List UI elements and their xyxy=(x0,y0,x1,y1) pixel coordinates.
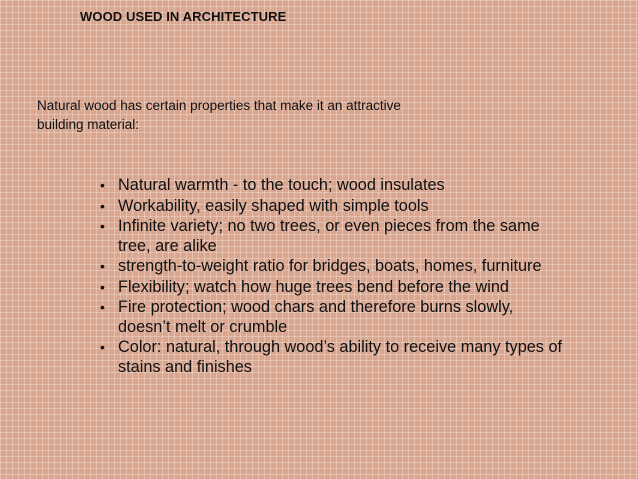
intro-paragraph: Natural wood has certain properties that make it an attractive building material: xyxy=(37,98,401,132)
bullet-icon: • xyxy=(100,278,105,295)
bullet-item xyxy=(100,197,570,217)
bullet-item xyxy=(100,278,570,298)
bullet-text: Color: natural, through wood’s ability to receive many types of stains and finishes xyxy=(118,338,563,376)
bullet-icon: • xyxy=(100,197,105,214)
bullet-icon: • xyxy=(100,177,105,193)
slide-title: WOOD USED IN ARCHITECTURE xyxy=(80,9,287,24)
bullet-text: Fire protection; wood chars and therefore burns slowly, doesn’t melt or crumble xyxy=(118,298,514,336)
bullet-item xyxy=(100,217,570,256)
bullet-icon: • xyxy=(100,339,105,355)
bullet-text: Flexibility; watch how huge trees bend before the wind xyxy=(118,277,509,296)
bullet-item xyxy=(100,338,570,377)
bullet-item xyxy=(100,176,570,196)
bullet-item xyxy=(100,257,570,277)
bullet-text: strength-to-weight ratio for bridges, boats, homes, furniture xyxy=(118,257,542,275)
bullet-list xyxy=(100,176,570,378)
bullet-icon: • xyxy=(100,258,105,274)
bullet-item xyxy=(100,298,570,337)
bullet-text: Infinite variety; no two trees, or even pieces from the same tree, are alike xyxy=(118,217,540,255)
bullet-text: Workability, easily shaped with simple tools xyxy=(118,196,429,215)
bullet-icon: • xyxy=(100,218,105,234)
bullet-icon: • xyxy=(100,299,105,315)
bullet-text: Natural warmth - to the touch; wood insulates xyxy=(118,176,445,194)
